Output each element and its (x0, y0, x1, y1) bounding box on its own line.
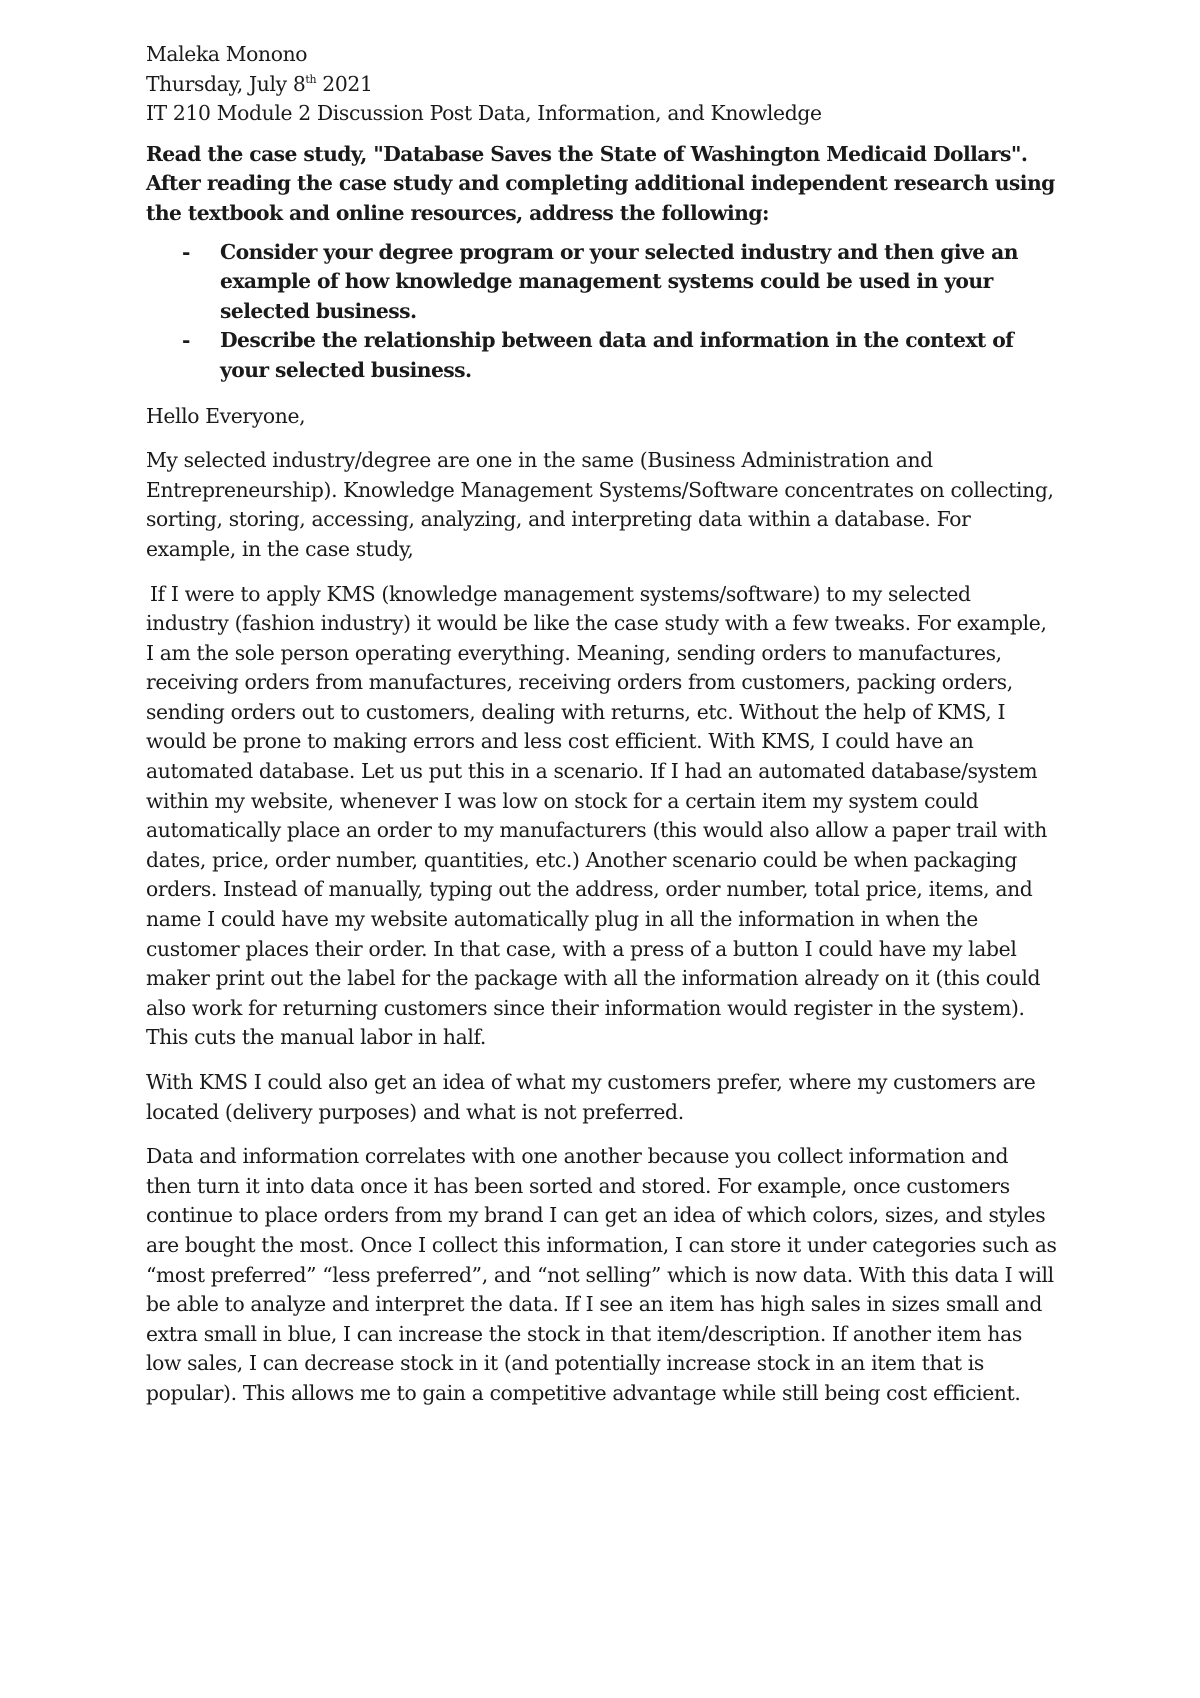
prompt-instructions: Read the case study, "Database Saves the State of Washington Medicaid Dollars". After reading the case study and completing additional independent research using the textbook and online resources, address the following: (146, 141, 1055, 225)
date-ordinal: th (305, 72, 317, 86)
body-paragraph: If I were to apply KMS (knowledge management systems/software) to my selected industry (fashion industry) it would be like the case study with a few tweaks. For example, I am the sole person operating everything. Meaning, sending orders to manufactures, receiving orders from manufactures, receiving orders from customers, packing orders, sending orders out to customers, dealing with returns, etc. Without the help of KMS, I would be prone to making errors and less cost efficient. With KMS, I could have an automated database. Let us put this in a scenario. If I had an automated database/system within my website, whenever I was low on stock for a certain item my system could automatically place an order to my manufacturers (this would also allow a paper trail with dates, price, order number, quantities, etc.) Another scenario could be when packaging orders. Instead of manually, typing out the address, order number, total price, items, and name I could have my website automatically plug in all the information in when the customer places their order. In that case, with a press of a button I could have my label maker print out the label for the package with all the information already on it (this could also work for returning customers since their information would register in the system). This cuts the manual labor in half. (146, 581, 1048, 1050)
date-year: 2021 (316, 71, 373, 96)
date-prefix: Thursday, July 8 (146, 71, 306, 96)
prompt-bullet-item (146, 326, 1058, 385)
document-page (146, 40, 1058, 1409)
body-paragraph: Data and information correlates with one another because you collect information and then turn it into data once it has been sorted and stored. For example, once customers continue to place orders from my brand I can get an idea of which colors, sizes, and styles are bought the most. Once I collect this information, I can store it under categories such as “most preferred” “less preferred”, and “not selling” which is now data. With this data I will be able to analyze and interpret the data. If I see an item has high sales in sizes small and extra small in blue, I can increase the stock in that item/description. If another item has low sales, I can decrease stock in it (and potentially increase stock in an item that is popular). This allows me to gain a competitive advantage while still being cost efficient. (146, 1144, 1057, 1405)
greeting: Hello Everyone, (146, 403, 306, 428)
body-paragraph: My selected industry/degree are one in the same (Business Administration and Entrepreneurship). Knowledge Management Systems/Software concentrates on collecting, sorting, storing, accessing, analyzing, and interpreting data within a database. For example, in the case study, (146, 448, 1054, 561)
bullet-dash: - (182, 328, 190, 353)
prompt-bullet-item (146, 238, 1058, 327)
bullet-dash: - (182, 239, 190, 264)
course-title: IT 210 Module 2 Discussion Post Data, Information, and Knowledge (146, 101, 822, 126)
prompt-bullet-list (146, 238, 1058, 386)
body-paragraph: With KMS I could also get an idea of what my customers prefer, where my customers are located (delivery purposes) and what is not preferred. (146, 1070, 1036, 1124)
prompt-bullet-text: Consider your degree program or your selected industry and then give an example of how knowledge management systems could be used in your selected business. (220, 239, 1018, 323)
author-name: Maleka Monono (146, 42, 308, 66)
prompt-bullet-text: Describe the relationship between data and information in the context of your selected business. (220, 328, 1014, 382)
post-date (146, 70, 1058, 100)
